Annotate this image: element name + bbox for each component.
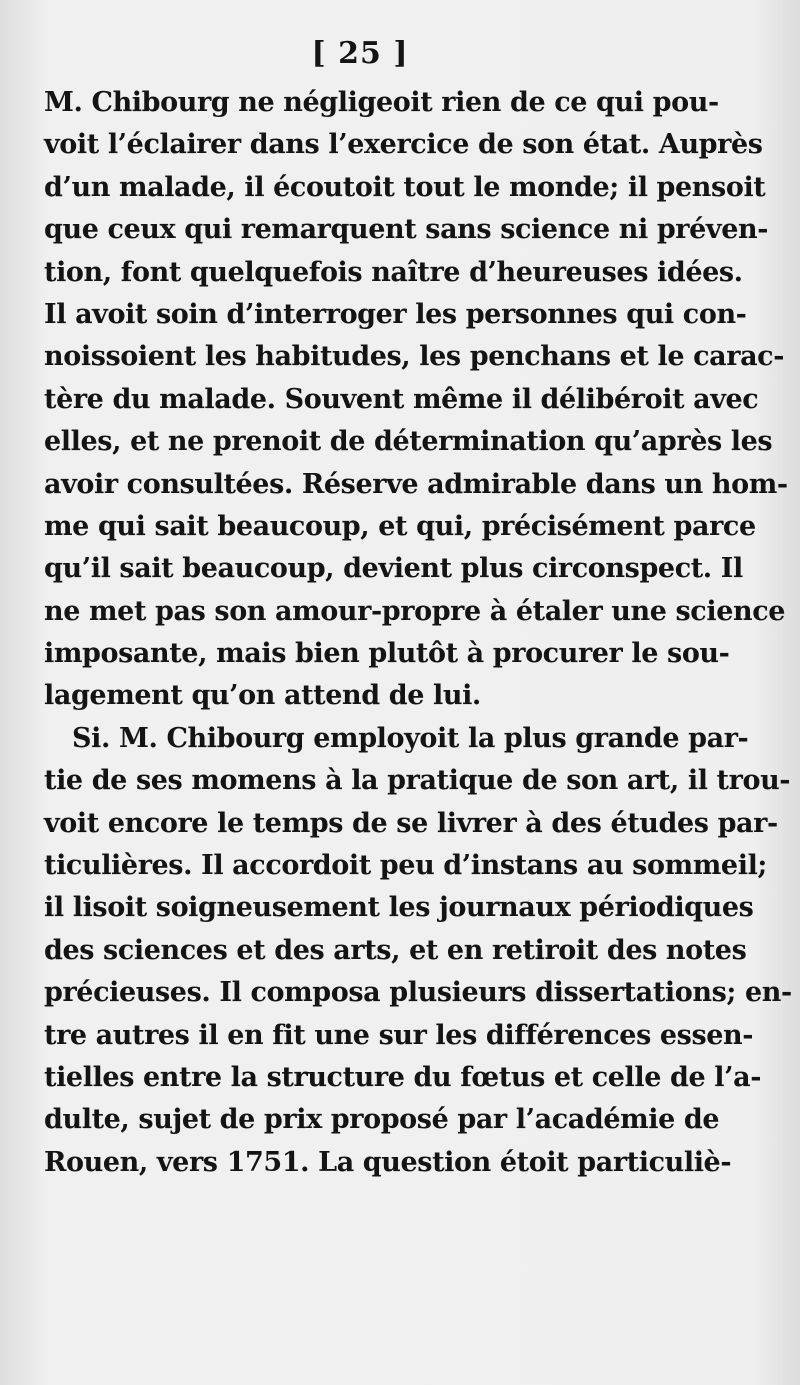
- text-line: lagement qu’on attend de lui.: [44, 680, 481, 712]
- text-line: Il avoit soin d’interroger les personnes qui con-: [44, 298, 747, 330]
- text-line: il lisoit soigneusement les journaux périodiques: [44, 892, 754, 924]
- text-line: que ceux qui remarquent sans science ni préven-: [44, 214, 769, 246]
- text-line: Rouen, vers 1751. La question étoit particuliè-: [44, 1146, 732, 1178]
- text-line: tielles entre la structure du fœtus et celle de l’a-: [44, 1061, 762, 1093]
- text-line: elles, et ne prenoit de détermination qu’après les: [44, 426, 773, 458]
- text-line: qu’il sait beaucoup, devient plus circonspect. Il: [44, 553, 743, 585]
- text-line: tère du malade. Souvent même il délibéroit avec: [44, 383, 759, 415]
- text-line: M. Chibourg ne négligeoit rien de ce qui pou-: [44, 87, 719, 118]
- text-line: me qui sait beaucoup, et qui, précisément parce: [44, 510, 756, 542]
- text-line: ne met pas son amour-propre à étaler une science: [44, 595, 786, 627]
- paragraph-1: [44, 82, 788, 718]
- text-line: précieuses. Il composa plusieurs dissertations; en-: [44, 977, 792, 1009]
- text-line: avoir consultées. Réserve admirable dans un hom-: [44, 468, 788, 500]
- text-line: voit l’éclairer dans l’exercice de son état. Auprès: [44, 129, 763, 161]
- text-line: dulte, sujet de prix proposé par l’académie de: [44, 1104, 720, 1136]
- body-text: [44, 82, 792, 1184]
- text-line: Si. M. Chibourg employoit la plus grande par-: [72, 722, 749, 754]
- page-number: [ 25 ]: [311, 36, 409, 71]
- text-line: tie de ses momens à la pratique de son art, il trou-: [44, 765, 791, 797]
- text-line: voit encore le temps de se livrer à des études par-: [44, 807, 778, 839]
- text-line: noissoient les habitudes, les penchans et le carac-: [44, 341, 785, 373]
- text-line: d’un malade, il écoutoit tout le monde; il pensoit: [44, 171, 766, 203]
- paragraph-2: [44, 718, 792, 1184]
- text-line: tre autres il en fit une sur les différences essen-: [44, 1019, 754, 1051]
- text-line: imposante, mais bien plutôt à procurer le sou-: [44, 638, 730, 670]
- text-line: ticulières. Il accordoit peu d’instans au sommeil;: [44, 850, 767, 882]
- text-line: des sciences et des arts, et en retiroit des notes: [44, 934, 747, 966]
- text-line: tion, font quelquefois naître d’heureuses idées.: [44, 256, 743, 288]
